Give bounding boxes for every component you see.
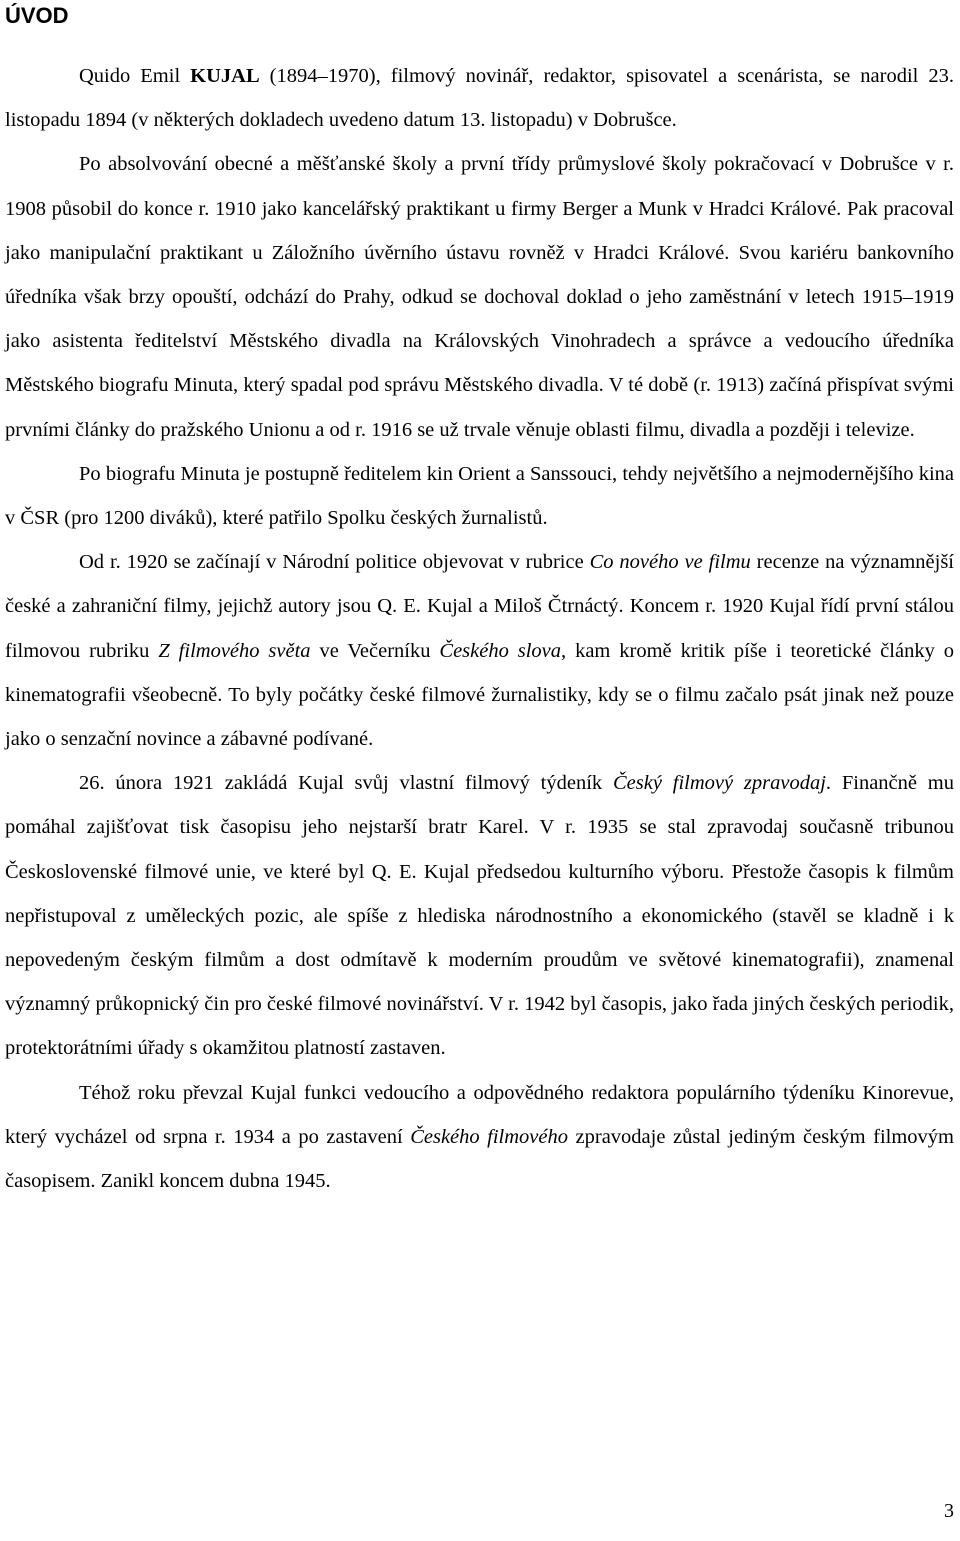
paragraph-text: Od r. 1920 se začínají v Národní politice objevovat v rubrice [79, 551, 590, 574]
bold-name-text: KUJAL [190, 65, 260, 87]
body-paragraph [5, 142, 954, 451]
paragraph-text: zpravodaje [568, 1125, 666, 1148]
paragraph-text: Po absolvování obecné a měšťanské školy a první třídy průmyslové školy pokračovací v Dobrušce v r. 1908 působil do konce r. 1910 jako kancelářský praktikant u firmy Berger a Munk v Hradci Králové. Pak pracoval jako manipulační praktikant u Záložního úvěrního ústavu rovněž v Hradci Králové. Svou kariéru bankovního úředníka však brzy opouští, odchází do Prahy, odkud se dochoval doklad o jeho zaměstnání v letech 1915–1919 jako asistenta ředitelství Městského divadla na Královských Vinohradech a správce a vedoucího úředníka Městského biografu Minuta, který spadal pod správu Městského divadla. V té době (r. 1913) začíná přispívat svými prvními články do pražského Unionu a od r. 1916 se už trvale věnuje oblasti filmu, divadla a později i televize. [5, 153, 954, 441]
paragraph-text: zůstal jediným českým filmovým časopisem. Zanikl koncem dubna 1945. [5, 1125, 954, 1193]
paragraph-text: 26. února 1921 zakládá Kujal svůj vlastní filmový týdeník [79, 772, 613, 795]
document-body [5, 54, 954, 1203]
italic-title-text: Českého filmového [410, 1125, 569, 1148]
paragraph-text: (1894–1970), filmový novinář, redaktor, spisovatel a scenárista, se narodil 23. listopadu 1894 (v některých dokladech uvedeno datum 13. listopadu) v Dobrušce. [5, 65, 955, 132]
paragraph-text: . Finančně mu pomáhal zajišťovat tisk časopisu jeho nejstarší bratr Karel. V r. 1935 se stal zpravodaj současně tribunou Československé filmové unie, ve které byl Q. E. Kujal předsedou kulturního výboru. Přestože časopis k filmům nepřistupoval z uměleckých pozic, ale spíše z hlediska národnostního a ekonomického (stavěl se kladně i k nepovedeným českým filmům a dost odmítavě k moderním proudům ve světové kinematografii), znamenal významný průkopnický čin pro české filmové novinářství. V r. 1942 byl časopis, jako řada jiných českých periodik, protektorátními úřady s okamžitou platností zastaven. [5, 772, 954, 1060]
paragraph-text: Téhož roku převzal Kujal funkci vedoucího a odpovědného redaktora populárního týdeníku Kinorevue, který vycházel od srpna r. 1934 a po zastavení [5, 1081, 954, 1148]
page-number: 3 [944, 1500, 954, 1522]
body-paragraph [5, 761, 954, 1070]
paragraph-text: Quido Emil [79, 65, 191, 87]
paragraph-text: recenze na významnější české a zahraniční filmy, jejichž autory jsou Q. E. Kujal a Miloš Čtrnáctý. Koncem r. 1920 Kujal řídí první stálou filmovou rubriku [5, 551, 954, 662]
italic-title-text: Českého slova [439, 639, 562, 662]
body-paragraph [5, 540, 954, 761]
body-paragraph [5, 54, 954, 142]
italic-title-text: Co nového ve filmu [589, 551, 751, 574]
paragraph-text: ve Večerníku [310, 639, 440, 662]
italic-title-text: Z filmového světa [158, 639, 311, 662]
body-paragraph [5, 1071, 954, 1204]
body-paragraph [5, 452, 954, 540]
italic-title-text: Český filmový zpravodaj [612, 772, 826, 795]
paragraph-text: , kam kromě kritik píše i teoretické články o kinematografii všeobecně. To byly počátky české filmové žurnalistiky, kdy se o filmu začalo psát jinak než pouze jako o senzační novince a zábavné podívané. [5, 639, 954, 751]
page-heading: ÚVOD [5, 3, 69, 28]
paragraph-text: Po biografu Minuta je postupně ředitelem kin Orient a Sanssouci, tehdy největšího a nejmodernějšího kina v ČSR (pro 1200 diváků), které patřilo Spolku českých žurnalistů. [5, 462, 954, 530]
